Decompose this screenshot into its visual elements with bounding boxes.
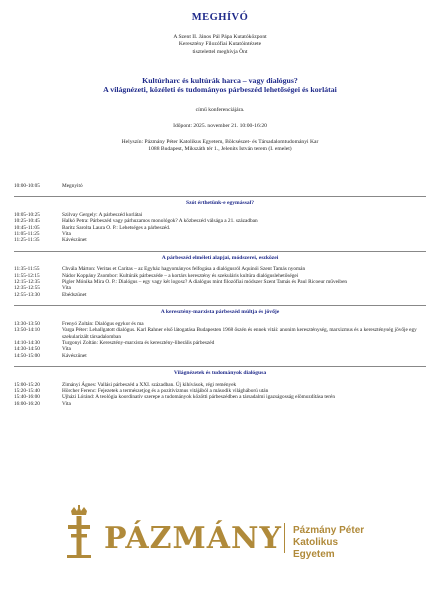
program-section — [14, 196, 426, 243]
organizer-line: tisztelettel meghívja Önt — [192, 48, 248, 55]
program-item: Ebédszünet — [62, 291, 87, 298]
program-time: 15:00-15:20 — [14, 381, 40, 388]
program-time: 11:05-11:25 — [14, 231, 40, 238]
university-logo — [62, 505, 382, 565]
organizer-block — [60, 34, 380, 56]
conference-title-line: Kultúrharc és kultúrák harca – vagy dialógus? — [142, 76, 298, 85]
program-item: Vita — [62, 285, 71, 292]
program-time: 15:40-16:00 — [14, 394, 40, 401]
program-time: 16:00-16:20 — [14, 400, 40, 407]
program-item: Szilvay Gergely: A párbeszéd korlátai — [62, 211, 143, 218]
program-time: 10:05-10:25 — [14, 211, 40, 218]
program-item: Kávészünet — [62, 237, 87, 244]
logo-subtitle-line: Pázmány Péter — [293, 525, 365, 536]
program-time: 13:50-14:10 — [14, 327, 40, 334]
program-item: Varga Péter: Lehallgatott dialógus. Karl Rahner első látogatása Budapesten 1968 őszén és ennek vitái: anonim kereszténység, marxizmus és a kereszténység jövője egy szekularizált társadalomban — [62, 327, 417, 340]
program-time: 11:25-11:35 — [14, 237, 40, 244]
program-item: Frenyó Zoltán: Dialógus egykor és ma — [62, 320, 144, 327]
program-item: Zimányi Ágnes: Vallási párbeszéd a XXI. században. Új kihívások, régi remények — [62, 381, 237, 388]
program-time: 10:00-10:05 — [14, 183, 40, 189]
program-item: Turgonyi Zoltán: Keresztény-marxista és keresztény-liberális párbeszéd — [62, 339, 215, 346]
section-title: Világnézetek és tudományok dialógusa — [14, 366, 426, 376]
program-item: Chvála Márton: Veritas et Caritas – az Egyház hagyományos felfogása a dialógusról Aquinói Szent Tamás nyomán — [62, 266, 306, 273]
conference-title — [60, 76, 380, 94]
program-time: 12:55-13:30 — [14, 291, 40, 298]
program-item: Nádor Koppány Zsombor: Kultúrák párbeszéde – a kortárs keresztény és szekuláris kultúra dialóguslehetőségei — [62, 272, 299, 279]
program-time: 13:30-13:50 — [14, 320, 40, 327]
crest-icon — [62, 505, 96, 565]
program-time: 11:55-12:15 — [14, 272, 40, 279]
organizer-line: A Szent II. János Pál Pápa Kutatóközpont — [173, 34, 267, 40]
program-section — [14, 366, 426, 407]
program-item: Kávészünet — [62, 352, 87, 359]
organizer-line: Keresztény Filozófiai Kutatóintézete — [178, 41, 262, 48]
section-title: A keresztény-marxista párbeszéd múltja és jövője — [14, 305, 426, 315]
logo-wordmark: PÁZMÁNY — [104, 521, 282, 556]
program-item: Vita — [62, 231, 71, 238]
logo-subtitle — [293, 525, 382, 561]
program-item: Baritz Sarolta Laura O. P.: Lehetséges a párbeszéd. — [62, 224, 171, 231]
conference-suffix: című konferenciájára. — [195, 107, 245, 113]
program-item: Megnyitó — [62, 183, 83, 189]
program-time: 14:50-15:00 — [14, 352, 40, 359]
program-row — [14, 353, 426, 359]
program-section — [14, 305, 426, 359]
program-item: Pigler Mónika Mira O. P.: Dialógus – egy vagy két logosz? A dialógus mint filozófiai módszer Szent Tamás és Paul Ricoeur műveiben — [62, 279, 348, 286]
program-time: 10:45-11:05 — [14, 224, 40, 231]
program-time: 12:35-12:55 — [14, 285, 40, 292]
program-row — [14, 401, 426, 407]
venue-line: Helyszín: Pázmány Péter Katolikus Egyetem, Bölcsészet- és Társadalomtudományi Kar — [121, 139, 319, 145]
program-row — [14, 292, 426, 298]
program-item: Vita — [62, 346, 71, 353]
program-time: 12:15-12:35 — [14, 279, 40, 286]
event-date: Időpont: 2025. november 21. 10:00-16:20 — [173, 123, 267, 129]
program-row — [14, 327, 426, 340]
logo-divider — [284, 523, 285, 553]
venue-line: 1088 Budapest, Mikszáth tér 1., Jelenits István terem (I. emelet) — [148, 146, 292, 153]
section-title: A párbeszéd elméleti alapjai, módszerei, eszközei — [14, 251, 426, 261]
program-time: 14:30-14:50 — [14, 346, 40, 353]
conference-subtitle-line: A világnézeti, közéleti és tudományos párbeszéd lehetőségei és korlátai — [103, 85, 337, 95]
program-row — [14, 183, 426, 189]
section-title: Szót érthetünk-e egymással? — [14, 196, 426, 206]
program-schedule — [14, 183, 426, 407]
logo-subtitle-line: Katolikus Egyetem — [293, 537, 339, 560]
program-item: Ujházi Lóránd: A teológia koordinatív szerepe a tudományok közötti párbeszédben a társadalmi igazságosság elömozdítása terén — [62, 394, 335, 401]
program-section — [14, 251, 426, 298]
event-venue — [60, 139, 380, 154]
program-time: 11:35-11:55 — [14, 266, 40, 273]
program-row — [14, 237, 426, 243]
program-time: 14:10-14:30 — [14, 339, 40, 346]
program-item: Vita — [62, 400, 71, 407]
program-item: Halkó Petra: Párbeszéd vagy párhuzamos monológok? A közbeszéd válsága a 21. században — [62, 218, 258, 225]
program-item: Hörcher Ferenc: Fejezetek a természetjog és a pozitivizmus vitájából a második világháború után — [62, 387, 269, 394]
page-title: MEGHÍVÓ — [191, 12, 249, 23]
program-time: 15:20-15:40 — [14, 387, 40, 394]
program-time: 10:25-10:45 — [14, 218, 40, 225]
